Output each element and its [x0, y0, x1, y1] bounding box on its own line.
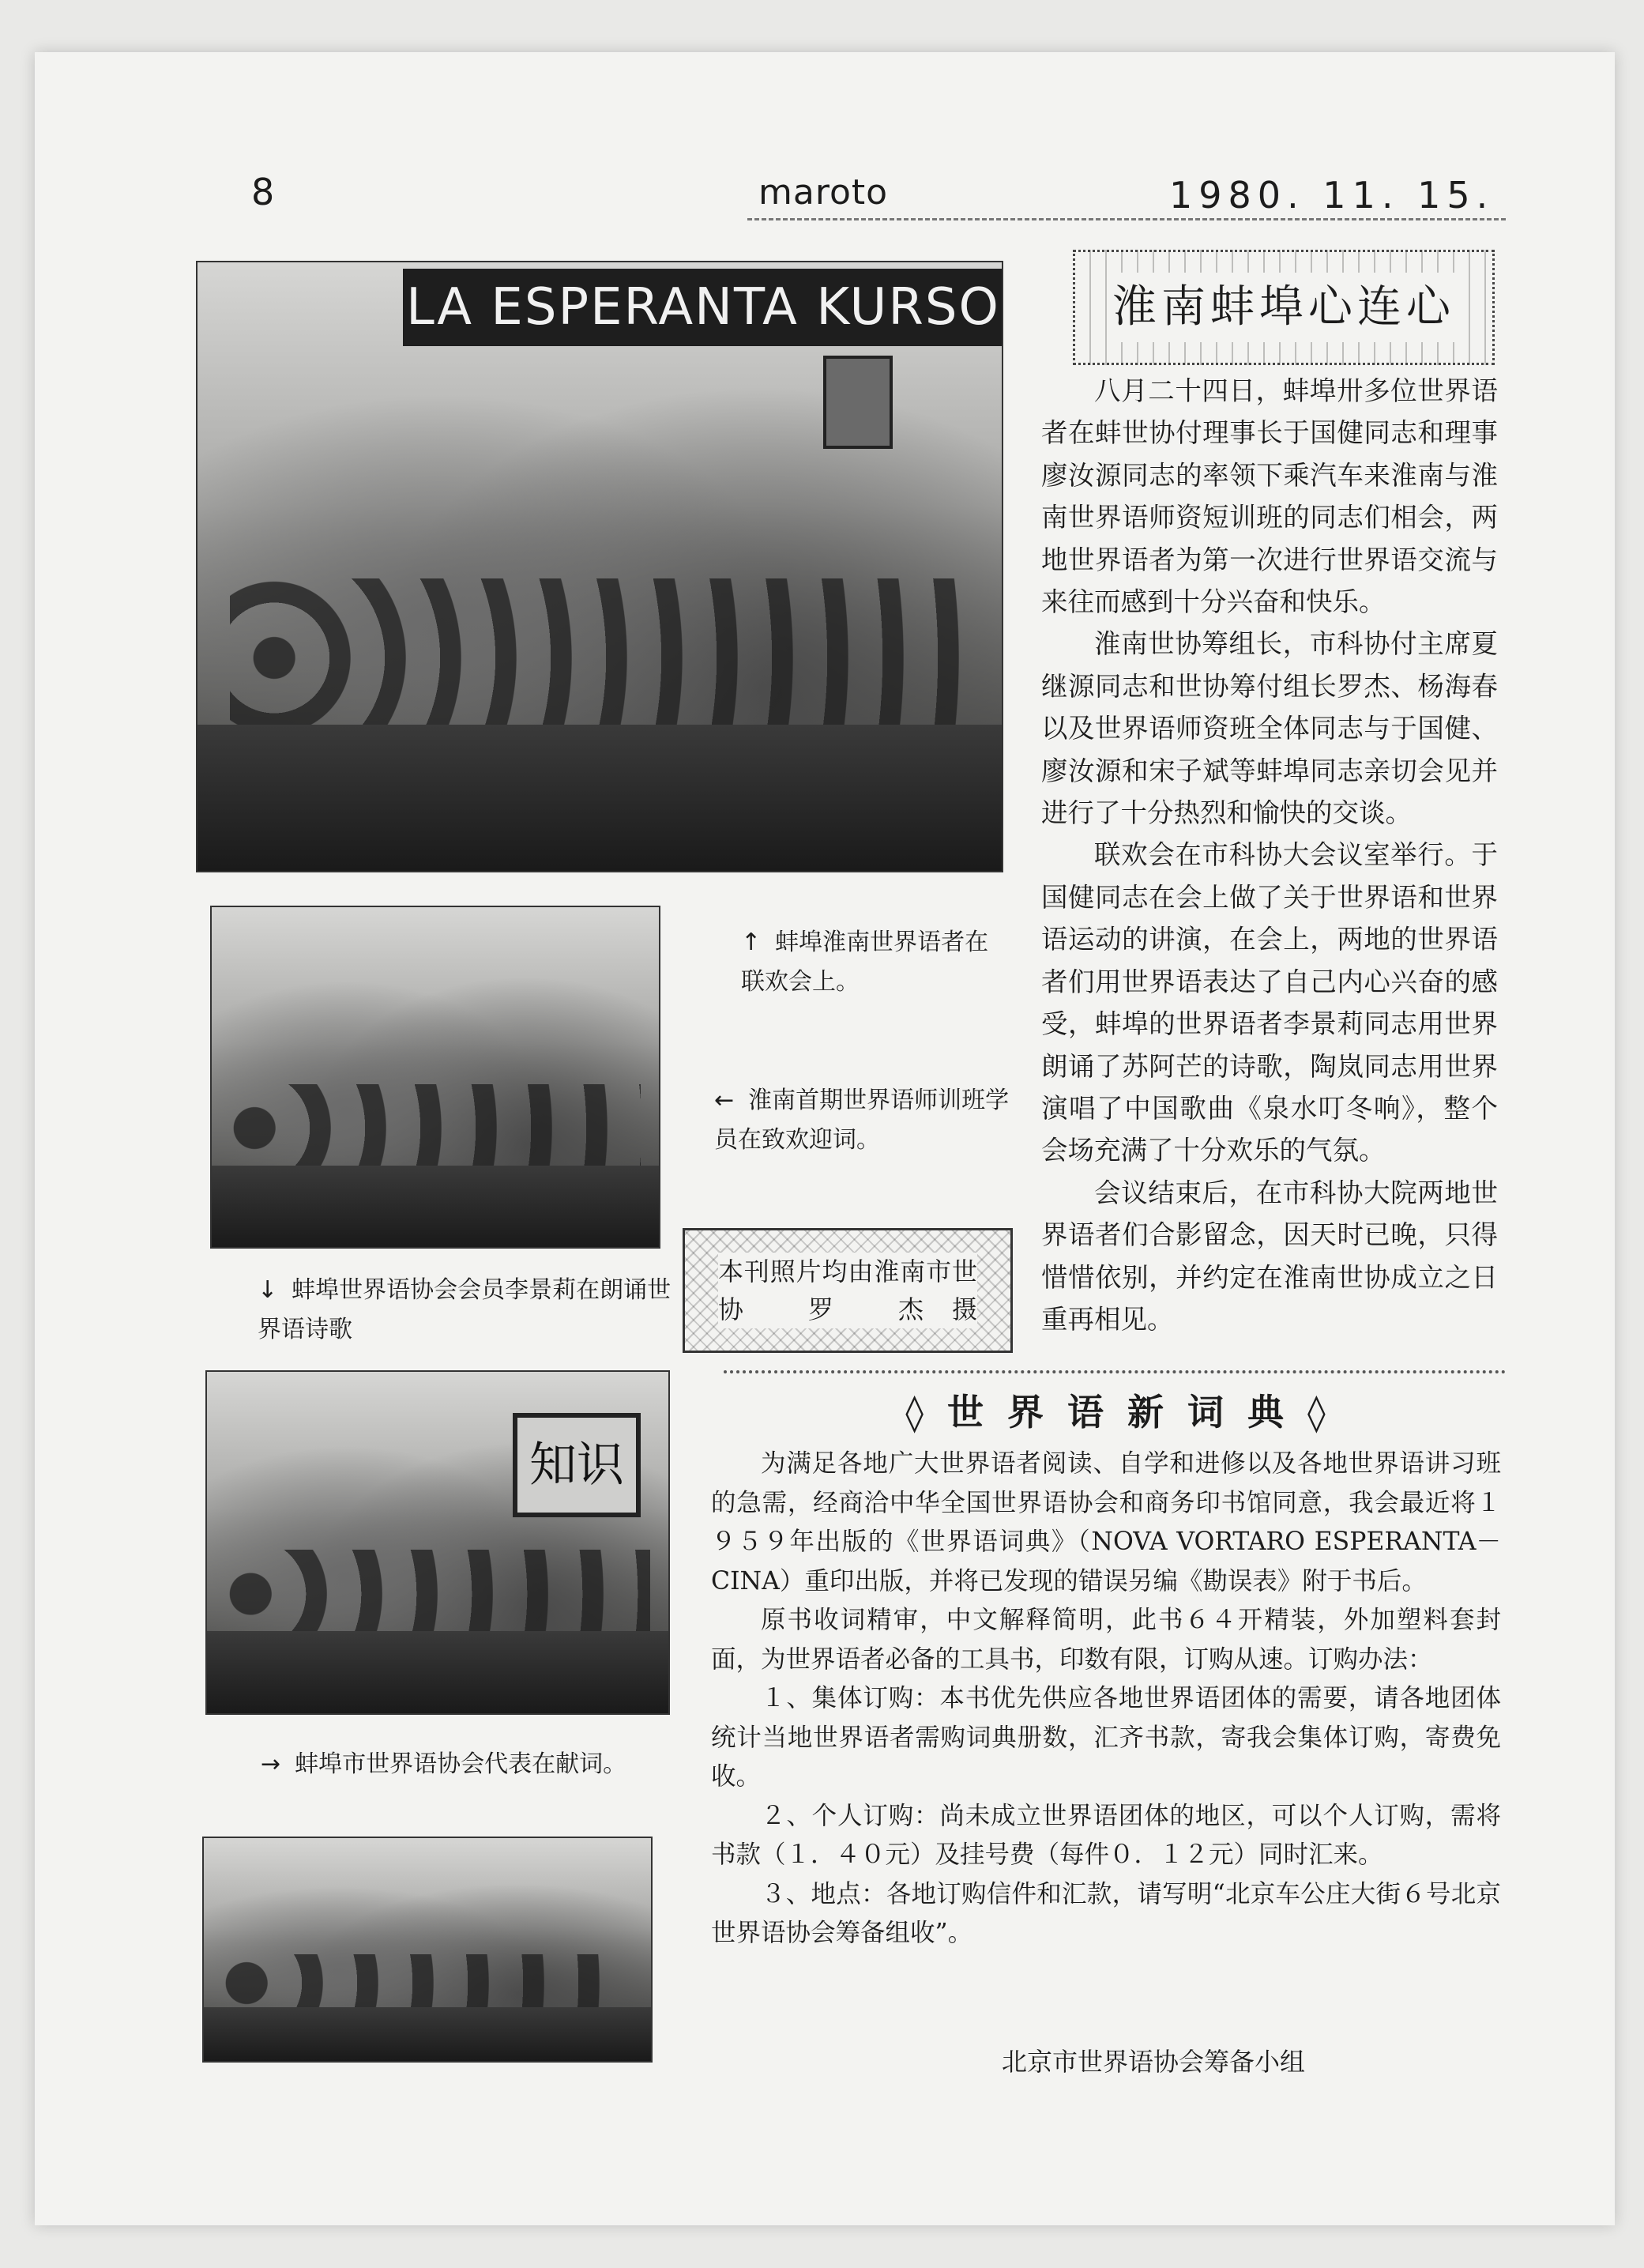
caption-1-text: 蚌埠淮南世界语者在联欢会上。: [741, 929, 989, 996]
caption-2-text: 淮南首期世界语师训班学员在致欢迎词。: [714, 1087, 1010, 1154]
photo-crowd: [230, 1084, 641, 1173]
dictionary-paragraph: 为满足各地广大世界语者阅读、自学和进修以及各地世界语讲习班的急需，经商洽中华全国世界语协会和商务印书馆同意，我会最近将１９５９年出版的《世界语词典》（NOVA VORTARO ESPERANTA－CINA）重印出版，并将已发现的错误另编《勘误表》附于书后。: [711, 1449, 1501, 1596]
publication-title: maroto: [758, 172, 889, 213]
caption-4: [261, 1745, 687, 1784]
down-arrow-icon: ↓: [258, 1276, 278, 1304]
right-arrow-icon: →: [261, 1750, 281, 1778]
article-title-frame: [1073, 250, 1495, 365]
dictionary-paragraph: ２、个人订购：尚未成立世界语团体的地区，可以个人订购，需将书款（１．４０元）及挂号费（每件０．１２元）同时汇来。: [711, 1801, 1501, 1869]
caption-3: [258, 1271, 676, 1350]
photo-table: [204, 2007, 651, 2061]
photo-table: [212, 1166, 659, 1247]
up-arrow-icon: ↑: [741, 929, 762, 956]
issue-date: 1980. 11. 15.: [1169, 174, 1495, 217]
dictionary-paragraph: ３、地点：各地订购信件和汇款，请写明“北京车公庄大街６号北京世界语协会筹备组收”。: [711, 1879, 1501, 1947]
article-paragraph: 联欢会在市科协大会议室举行。于国健同志在会上做了关于世界语和世界语运动的讲演，在会上，两地的世界语者们用世界语表达了自己内心兴奋的感受，蚌埠的世界语者李景莉同志用世界朗诵了苏阿芒的诗歌，陶岚同志用世界演唱了中国歌曲《泉水叮冬响》，整个会场充满了十分欢乐的气氛。: [1041, 839, 1498, 1166]
section-divider: [724, 1370, 1506, 1373]
photo-crowd: [225, 1550, 649, 1638]
header-rule: [747, 218, 1506, 220]
photo-meeting: [196, 261, 1003, 872]
article-title: 淮南蚌埠心连心: [1107, 273, 1461, 342]
photo-credit: 本刊照片均由淮南市世协 罗 杰摄: [718, 1253, 977, 1328]
portrait-frame: [823, 356, 893, 449]
dictionary-paragraph: 原书收词精审，中文解释简明，此书６４开精装，外加塑料套封面，为世界语者必备的工具书，印数有限，订购从速。订购办法：: [711, 1606, 1501, 1674]
dictionary-paragraph: １、集体订购：本书优先供应各地世界语团体的需要，请各地团体统计当地世界语者需购词典册数，汇齐书款，寄我会集体订购，寄费免收。: [711, 1684, 1501, 1791]
article-paragraph: 淮南世协筹组长，市科协付主席夏继源同志和世协筹付组长罗杰、杨海春以及世界语师资班全体同志与于国健、廖汝源和宋子斌等蚌埠同志亲切会见并进行了十分热烈和愉快的交谈。: [1041, 628, 1498, 829]
photo-poetry-recital: [205, 1370, 670, 1715]
photo-welcome-speech: [210, 906, 660, 1249]
left-arrow-icon: ←: [714, 1087, 735, 1114]
article-paragraph: 八月二十四日，蚌埠卅多位世界语者在蚌世协付理事长于国健同志和理事廖汝源同志的率领下乘汽车来淮南与淮南世界语师资短训班的同志们相会，两地世界语者为第一次进行世界语交流与来往而感到十分兴奋和快乐。: [1041, 375, 1498, 618]
photo-table: [198, 725, 1002, 871]
page-header: [0, 117, 1644, 217]
sign-text: 知识: [513, 1413, 641, 1517]
caption-1: [741, 923, 1010, 1002]
banner-text: LA ESPERANTA KURSO: [403, 269, 1003, 346]
photo-crowd: [222, 1954, 634, 2012]
dictionary-signature: 北京市世界语协会筹备小组: [1002, 2047, 1306, 2077]
caption-3-text: 蚌埠世界语协会会员李景莉在朗诵世界语诗歌: [258, 1276, 672, 1343]
photo-crowd: [230, 578, 970, 737]
photo-credit-box: [683, 1228, 1013, 1353]
caption-4-text: 蚌埠市世界语协会代表在献词。: [295, 1750, 627, 1778]
caption-2: [714, 1081, 1014, 1160]
photo-table: [207, 1631, 668, 1713]
article-paragraph: 会议结束后，在市科协大院两地世界语者们合影留念，因天时已晚，只得惜惜依别，并约定在淮南世协成立之日重再相见。: [1041, 1177, 1498, 1335]
page-number: 8: [251, 171, 275, 213]
photo-speech-delegate: [202, 1837, 653, 2063]
article-body: [1041, 370, 1498, 1340]
dictionary-title: ◊世界语新词典◊: [905, 1391, 1349, 1434]
dictionary-body: [711, 1445, 1501, 1953]
